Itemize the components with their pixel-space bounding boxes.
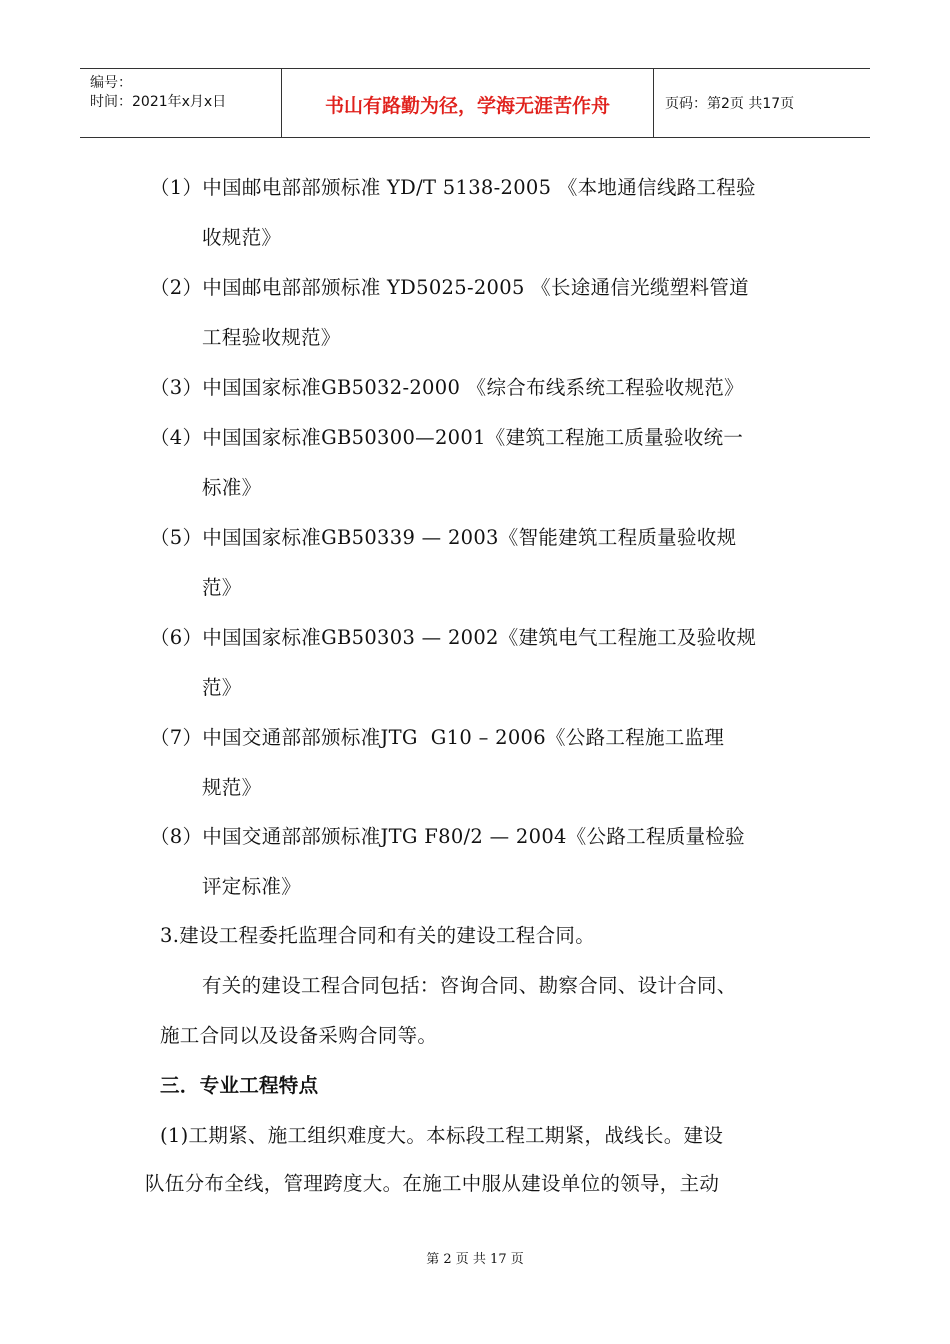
item-4-line-1: （4）中国国家标准GB50300—2001《建筑工程施工质量验收统一 bbox=[150, 426, 744, 449]
item-2-line-1: （2）中国邮电部部颁标准 YD5025-2005 《长途通信光缆塑料管道 bbox=[150, 276, 749, 299]
feature-line-2: 队伍分布全线，管理跨度大。在施工中服从建设单位的领导，主动 bbox=[145, 1172, 720, 1195]
page-header bbox=[80, 68, 870, 138]
item-6-line-1: （6）中国国家标准GB50303 — 2002《建筑电气工程施工及验收规 bbox=[150, 626, 757, 649]
item-7-line-2: 规范》 bbox=[202, 776, 262, 799]
item-5-line-1: （5）中国国家标准GB50339 — 2003《智能建筑工程质量验收规 bbox=[150, 526, 737, 549]
page-footer: 第 2 页 共 17 页 bbox=[426, 1252, 524, 1267]
section-title: 三．专业工程特点 bbox=[160, 1074, 319, 1097]
item-6-line-2: 范》 bbox=[202, 676, 242, 699]
item-8-line-1: （8）中国交通部部颁标准JTG F80/2 — 2004《公路工程质量检验 bbox=[150, 825, 745, 848]
number-label: 编号： bbox=[90, 75, 132, 91]
item-8-line-2: 评定标准》 bbox=[202, 875, 302, 898]
feature-line-1: (1)工期紧、施工组织难度大。本标段工程工期紧，战线长。建设 bbox=[160, 1124, 724, 1147]
item-4-line-2: 标准》 bbox=[202, 476, 262, 499]
paragraph-3: 3.建设工程委托监理合同和有关的建设工程合同。 bbox=[160, 924, 596, 947]
item-7-line-1: （7）中国交通部部颁标准JTG G10 – 2006《公路工程施工监理 bbox=[150, 726, 725, 749]
item-1-line-2: 收规范》 bbox=[202, 226, 282, 249]
header-page-cell bbox=[655, 69, 870, 137]
item-5-line-2: 范》 bbox=[202, 576, 242, 599]
header-motto-cell bbox=[282, 69, 654, 137]
header-page-label: 页码：第2页 共17页 bbox=[665, 96, 795, 112]
time-label: 时间：2021年x月x日 bbox=[90, 94, 227, 110]
item-1-line-1: （1）中国邮电部部颁标准 YD/T 5138-2005 《本地通信线路工程验 bbox=[150, 176, 756, 199]
contracts-line-1: 有关的建设工程合同包括：咨询合同、勘察合同、设计合同、 bbox=[202, 974, 737, 997]
item-2-line-2: 工程验收规范》 bbox=[202, 326, 341, 349]
contracts-line-2: 施工合同以及设备采购合同等。 bbox=[160, 1024, 438, 1047]
item-3-line-1: （3）中国国家标准GB5032-2000 《综合布线系统工程验收规范》 bbox=[150, 376, 744, 399]
motto: 书山有路勤为径，学海无涯苦作舟 bbox=[324, 95, 610, 117]
header-meta-cell bbox=[80, 69, 282, 137]
